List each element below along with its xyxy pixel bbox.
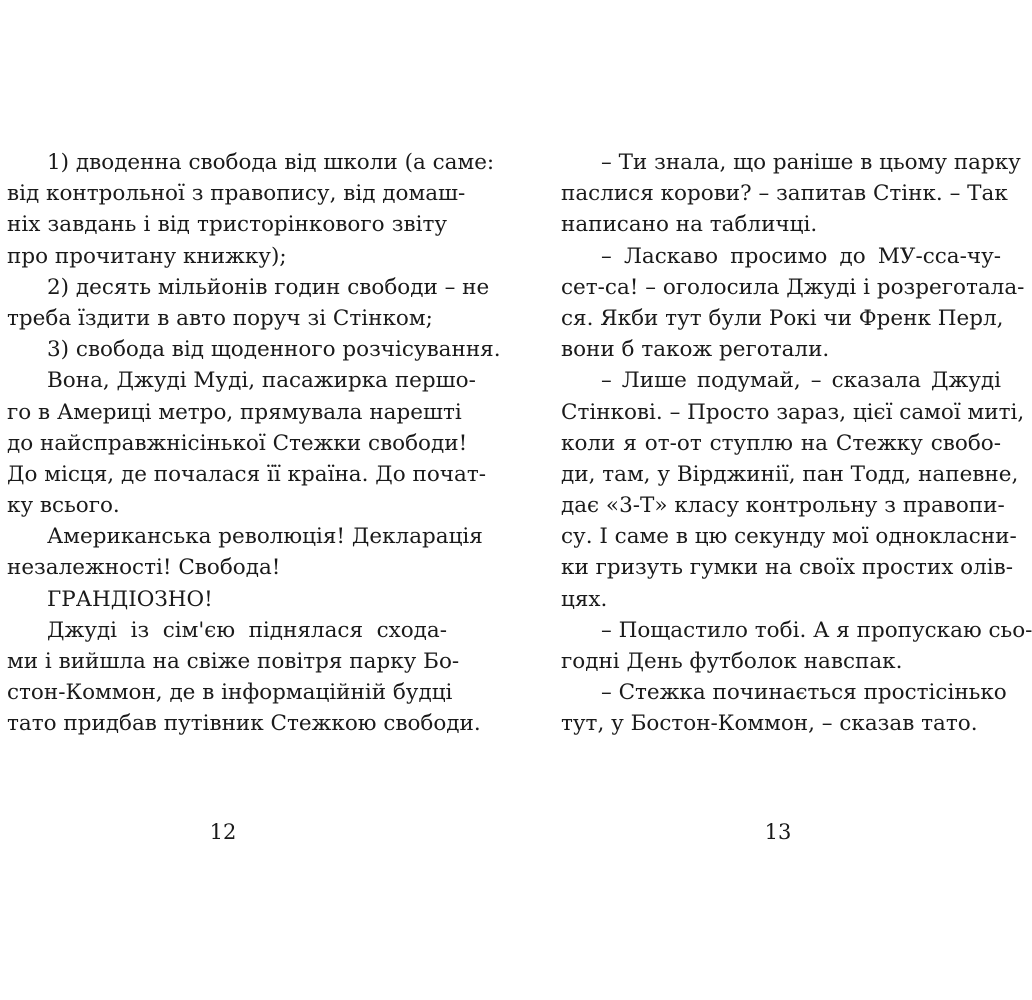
text-line: цях. (561, 586, 608, 612)
text-line: Американська революція! Декларація (47, 524, 483, 550)
text-line: го в Америці метро, прямувала нарешті (7, 399, 462, 425)
text-line: ся. Якби тут були Рокі чи Френк Перл, (561, 305, 1004, 331)
page-number-right: 13 (764, 820, 792, 844)
text-line: написано на табличці. (561, 212, 818, 238)
text-line: незалежності! Свобода! (7, 555, 281, 581)
text-line: дає «3-Т» класу контрольну з правопи- (561, 493, 1005, 519)
text-line: коли я от-от ступлю на Стежку свобо- (561, 430, 1001, 456)
text-line: – Стежка починається простісінько (601, 680, 1007, 706)
text-line: ми і вийшла на свіже повітря парку Бо- (7, 649, 460, 674)
text-line: су. І саме в цю секунду мої однокласни- (561, 524, 1017, 550)
text-line: Вона, Джуді Муді, пасажирка першо- (47, 368, 476, 394)
text-line: стон-Коммон, де в інформаційній будці (7, 680, 453, 706)
text-line: До місця, де почалася її країна. До почат- (7, 461, 486, 487)
right-page-text (561, 147, 1032, 740)
text-line: ку всього. (7, 493, 120, 519)
text-line: тут, у Бостон-Коммон, – сказав тато. (561, 711, 978, 737)
text-line: ніх завдань і від тристорінкового звіту (7, 212, 447, 238)
text-line: треба їздити в авто поруч зі Стінком; (7, 305, 433, 331)
page-number-left: 12 (209, 820, 237, 844)
text-line: сет-са! – оголосила Джуді і розреготала- (561, 274, 1025, 300)
text-line: 1) дводенна свобода від школи (а саме: (47, 150, 495, 175)
text-line: – Ласкаво просимо до МУ-сса-чу- (601, 243, 1001, 269)
text-line: ки гризуть гумки на своїх простих олів- (561, 555, 1014, 581)
text-line: ГРАНДІОЗНО! (47, 586, 213, 612)
text-line: про прочитану книжку); (7, 243, 287, 269)
text-line: паслися корови? – запитав Стінк. – Так (561, 181, 1008, 207)
text-line: тато придбав путівник Стежкою свободи. (7, 711, 481, 737)
text-line: – Лише подумай, – сказала Джуді (601, 368, 1001, 394)
text-line: ди, там, у Вірджинії, пан Тодд, напевне, (561, 461, 1019, 487)
text-line: 2) десять мільйонів годин свободи – не (47, 274, 490, 300)
text-line: – Пощастило тобі. А я пропускаю сьо- (601, 617, 1032, 643)
text-line: Джуді із сім'єю піднялася сходa- (47, 617, 447, 643)
left-page-text (7, 147, 501, 740)
text-line: вони б також реготали. (561, 337, 830, 363)
text-line: – Ти знала, що раніше в цьому парку (601, 150, 1021, 175)
text-line: Стінкові. – Просто зараз, цієї самої миті, (561, 399, 1025, 425)
text-line: 3) свобода від щоденного розчісування. (47, 337, 501, 363)
text-line: до найсправжнісінької Стежки свободи! (7, 430, 468, 456)
text-line: від контрольної з правопису, від домаш- (7, 181, 466, 207)
text-line: годні День футболок навспак. (561, 649, 903, 674)
